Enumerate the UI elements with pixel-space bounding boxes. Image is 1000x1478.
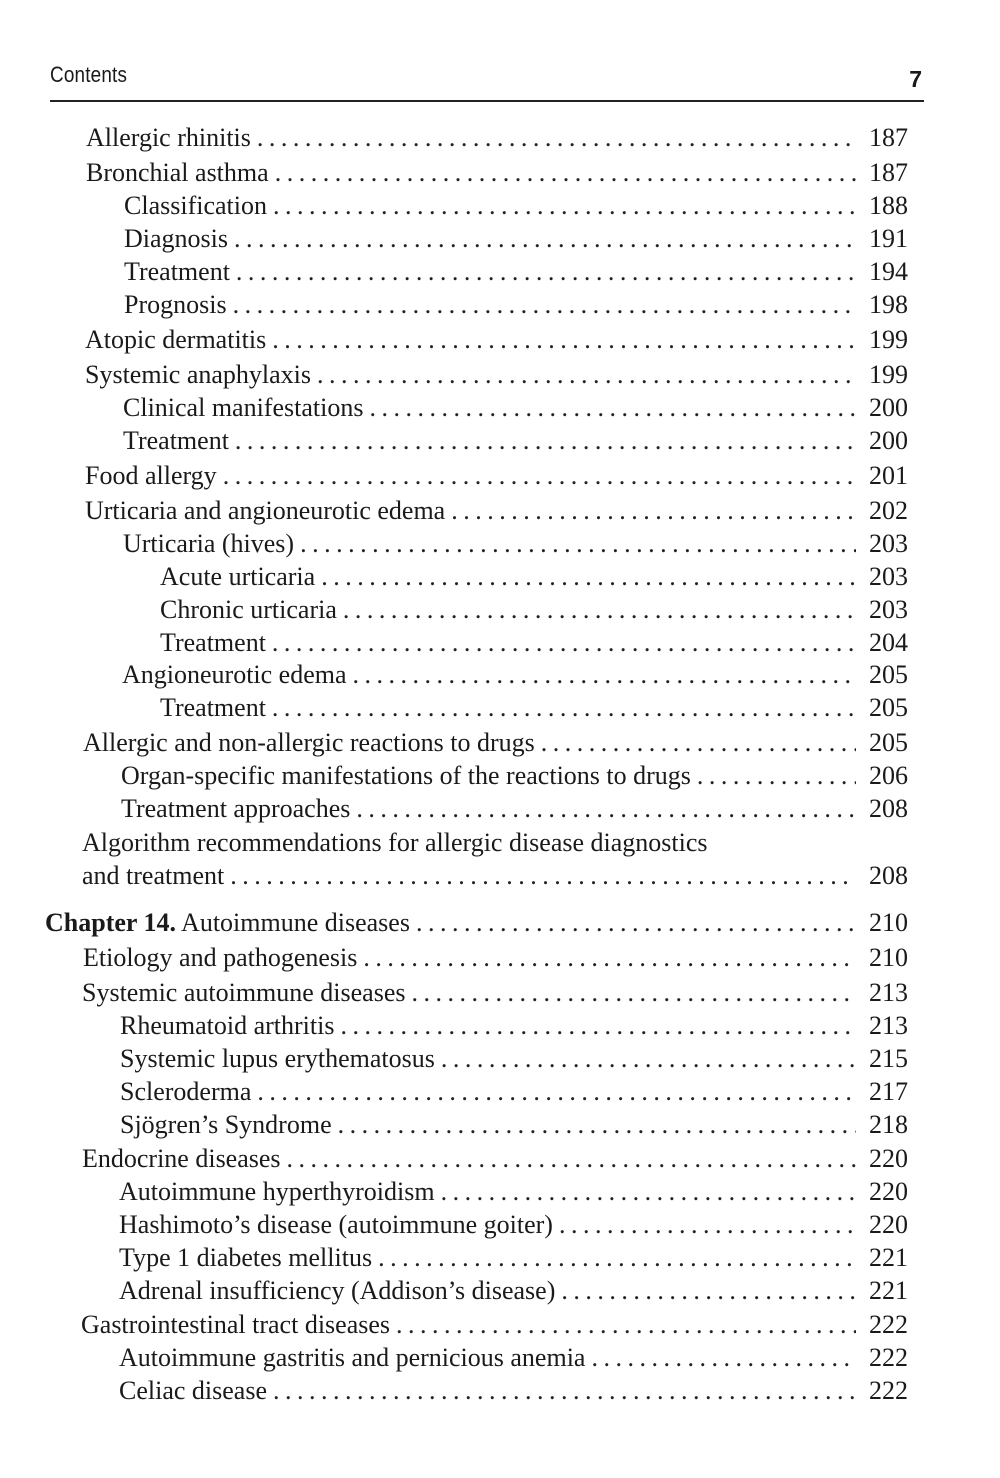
toc-entry <box>124 255 908 288</box>
toc-entry <box>160 691 908 724</box>
toc-entry-page: 205 <box>869 660 908 689</box>
toc-entry-page: 206 <box>869 761 908 790</box>
toc-entry-title: Endocrine diseases <box>82 1144 281 1173</box>
toc-entry <box>86 121 908 154</box>
toc-entry-title: Prognosis <box>124 290 227 319</box>
toc-entry-title: Urticaria and angioneurotic edema <box>85 496 446 525</box>
leader-dots <box>236 255 856 288</box>
leader-dots <box>559 1208 856 1241</box>
toc-entry-title: Treatment <box>160 693 266 722</box>
toc-entry-title: Hashimoto’s disease (autoimmune goiter) <box>119 1210 553 1239</box>
toc-entry-title: and treatment <box>82 861 225 890</box>
toc-entry-page: 198 <box>869 290 908 319</box>
toc-entry-title: Treatment <box>123 426 229 455</box>
toc-entry-page: 203 <box>869 529 908 558</box>
toc-entry <box>123 424 908 457</box>
toc-entry-title: Adrenal insufficiency (Addison’s disease) <box>119 1276 556 1305</box>
toc-entry <box>82 1142 908 1175</box>
toc-entry <box>124 189 908 222</box>
toc-entry <box>119 1208 908 1241</box>
toc-entry <box>85 323 908 356</box>
toc-entry-title: Classification <box>124 191 267 220</box>
toc-entry-title: Treatment <box>160 628 266 657</box>
leader-dots <box>416 906 856 939</box>
toc-entry-title: Allergic rhinitis <box>86 123 251 152</box>
leader-dots <box>272 626 856 659</box>
toc-entry-title: Sjögren’s Syndrome <box>120 1110 332 1139</box>
leader-dots <box>275 156 856 189</box>
toc-entry-page: 201 <box>869 461 908 490</box>
leader-dots <box>287 1142 856 1175</box>
toc-entry <box>82 976 908 1009</box>
leader-dots <box>235 424 856 457</box>
toc-entry-page: 188 <box>869 191 908 220</box>
leader-dots <box>257 1075 856 1108</box>
toc-entry-page: 220 <box>869 1144 908 1173</box>
toc-entry <box>119 1374 908 1407</box>
leader-dots <box>591 1341 856 1374</box>
leader-dots <box>321 560 856 593</box>
leader-dots <box>338 1108 856 1141</box>
toc-entry-title: Treatment <box>124 257 230 286</box>
leader-dots <box>541 726 856 759</box>
chapter-label: Chapter 14. <box>45 908 176 937</box>
toc-chapter-entry <box>45 906 908 939</box>
toc-entry <box>119 1274 908 1307</box>
leader-dots <box>343 593 856 626</box>
leader-dots <box>697 759 856 792</box>
toc-entry <box>85 358 908 391</box>
toc-entry-title: Type 1 diabetes mellitus <box>119 1243 373 1272</box>
toc-entry-title: Systemic lupus erythematosus <box>120 1044 435 1073</box>
toc-entry <box>160 593 908 626</box>
toc-entry-title: Rheumatoid arthritis <box>120 1011 335 1040</box>
toc-entry <box>160 626 908 659</box>
leader-dots <box>412 976 856 1009</box>
toc-entry-page: 210 <box>869 943 908 972</box>
toc-entry-title: Algorithm recommendations for allergic disease diagnostics <box>82 828 708 857</box>
toc-entry-title: Scleroderma <box>120 1077 252 1106</box>
toc-entry <box>120 1075 908 1108</box>
toc-entry-page: 215 <box>869 1044 908 1073</box>
toc-entry <box>160 560 908 593</box>
toc-entry-page: 204 <box>869 628 908 657</box>
toc-entry-page: 208 <box>869 861 908 890</box>
toc-entry <box>123 391 908 424</box>
toc-entry <box>119 1341 908 1374</box>
leader-dots <box>273 189 856 222</box>
toc-entry-title: Gastrointestinal tract diseases <box>81 1310 391 1339</box>
toc-entry-title: Celiac disease <box>119 1376 267 1405</box>
leader-dots <box>369 391 856 424</box>
toc-entry <box>119 1175 908 1208</box>
toc-entry-page: 218 <box>869 1110 908 1139</box>
toc-entry-title: Clinical manifestations <box>123 393 364 422</box>
leader-dots <box>223 459 856 492</box>
toc-entry <box>124 288 908 321</box>
leader-dots <box>561 1274 856 1307</box>
toc-entry <box>121 792 908 825</box>
toc-entry-title: Organ-specific manifestations of the reactions to drugs <box>121 761 691 790</box>
toc-entry <box>120 1009 908 1042</box>
toc-entry-page: 199 <box>869 360 908 389</box>
toc-entry-title: Autoimmune diseases <box>181 908 410 937</box>
leader-dots <box>257 121 856 154</box>
toc-entry-title: Autoimmune gastritis and pernicious anemia <box>119 1343 586 1372</box>
toc-entry-page: 205 <box>869 693 908 722</box>
toc-entry-page: 202 <box>869 496 908 525</box>
toc-entry <box>119 1241 908 1274</box>
leader-dots <box>396 1308 856 1341</box>
toc-entry-title: Diagnosis <box>124 224 228 253</box>
leader-dots <box>234 222 856 255</box>
toc-entry-title: Atopic dermatitis <box>85 325 267 354</box>
toc-entry-page: 221 <box>869 1276 908 1305</box>
header-page-number: 7 <box>909 66 922 92</box>
toc-entry-title: Systemic anaphylaxis <box>85 360 312 389</box>
toc-entry-page: 213 <box>869 978 908 1007</box>
toc-entry <box>120 1108 908 1141</box>
toc-entry-title: Etiology and pathogenesis <box>83 943 358 972</box>
toc-entry <box>122 658 908 691</box>
toc-entry-page: 208 <box>869 794 908 823</box>
leader-dots <box>451 494 856 527</box>
leader-dots <box>340 1009 856 1042</box>
toc-entry-page: 191 <box>869 224 908 253</box>
toc-entry <box>121 759 908 792</box>
running-header <box>50 62 924 102</box>
toc-entry-page: 220 <box>869 1210 908 1239</box>
toc-entry <box>123 527 908 560</box>
leader-dots <box>317 358 856 391</box>
toc-entry-title: Acute urticaria <box>160 562 316 591</box>
toc-entry <box>81 1308 908 1341</box>
toc-entry-page: 217 <box>869 1077 908 1106</box>
toc-entry-title: Treatment approaches <box>121 794 351 823</box>
toc-entry-page: 200 <box>869 426 908 455</box>
leader-dots <box>356 792 856 825</box>
leader-dots <box>233 288 856 321</box>
toc-entry-page: 222 <box>869 1343 908 1372</box>
leader-dots <box>230 859 856 892</box>
toc-entry-page: 222 <box>869 1376 908 1405</box>
toc-entry <box>82 859 908 892</box>
toc-entry-title: Angioneurotic edema <box>122 660 347 689</box>
leader-dots <box>273 1374 856 1407</box>
leader-dots <box>272 691 856 724</box>
toc-entry <box>83 941 908 974</box>
toc-entry <box>85 459 908 492</box>
leader-dots <box>353 658 856 691</box>
toc-entry-page: 210 <box>869 908 908 937</box>
leader-dots <box>363 941 856 974</box>
toc-entry-page: 187 <box>869 123 908 152</box>
toc-entry-title: Bronchial asthma <box>86 158 269 187</box>
toc-entry-page: 221 <box>869 1243 908 1272</box>
toc-entry-title: Systemic autoimmune diseases <box>82 978 406 1007</box>
toc-entry-title: Chronic urticaria <box>160 595 337 624</box>
toc-entry-page: 200 <box>869 393 908 422</box>
leader-dots <box>272 323 856 356</box>
toc-entry <box>83 726 908 759</box>
toc-entry-title: Food allergy <box>85 461 217 490</box>
toc-entry-page: 187 <box>869 158 908 187</box>
toc-entry-page: 203 <box>869 562 908 591</box>
toc-entry-title: Allergic and non-allergic reactions to drugs <box>83 728 535 757</box>
toc-entry-title: Urticaria (hives) <box>123 529 295 558</box>
toc-entry-page: 220 <box>869 1177 908 1206</box>
leader-dots <box>300 527 856 560</box>
toc-chapter-heading <box>45 906 410 939</box>
toc-entry <box>85 494 908 527</box>
leader-dots <box>441 1042 856 1075</box>
toc-entry-page: 194 <box>869 257 908 286</box>
toc-entry <box>86 156 908 189</box>
toc-entry-page: 203 <box>869 595 908 624</box>
leader-dots <box>378 1241 856 1274</box>
toc-entry-title: Autoimmune hyperthyroidism <box>119 1177 435 1206</box>
toc-entry-page: 199 <box>869 325 908 354</box>
header-title: Contents <box>50 62 128 87</box>
toc-entry-page: 222 <box>869 1310 908 1339</box>
leader-dots <box>441 1175 856 1208</box>
toc-entry-page: 213 <box>869 1011 908 1040</box>
toc-entry <box>124 222 908 255</box>
toc-entry <box>120 1042 908 1075</box>
toc-entry-page: 205 <box>869 728 908 757</box>
